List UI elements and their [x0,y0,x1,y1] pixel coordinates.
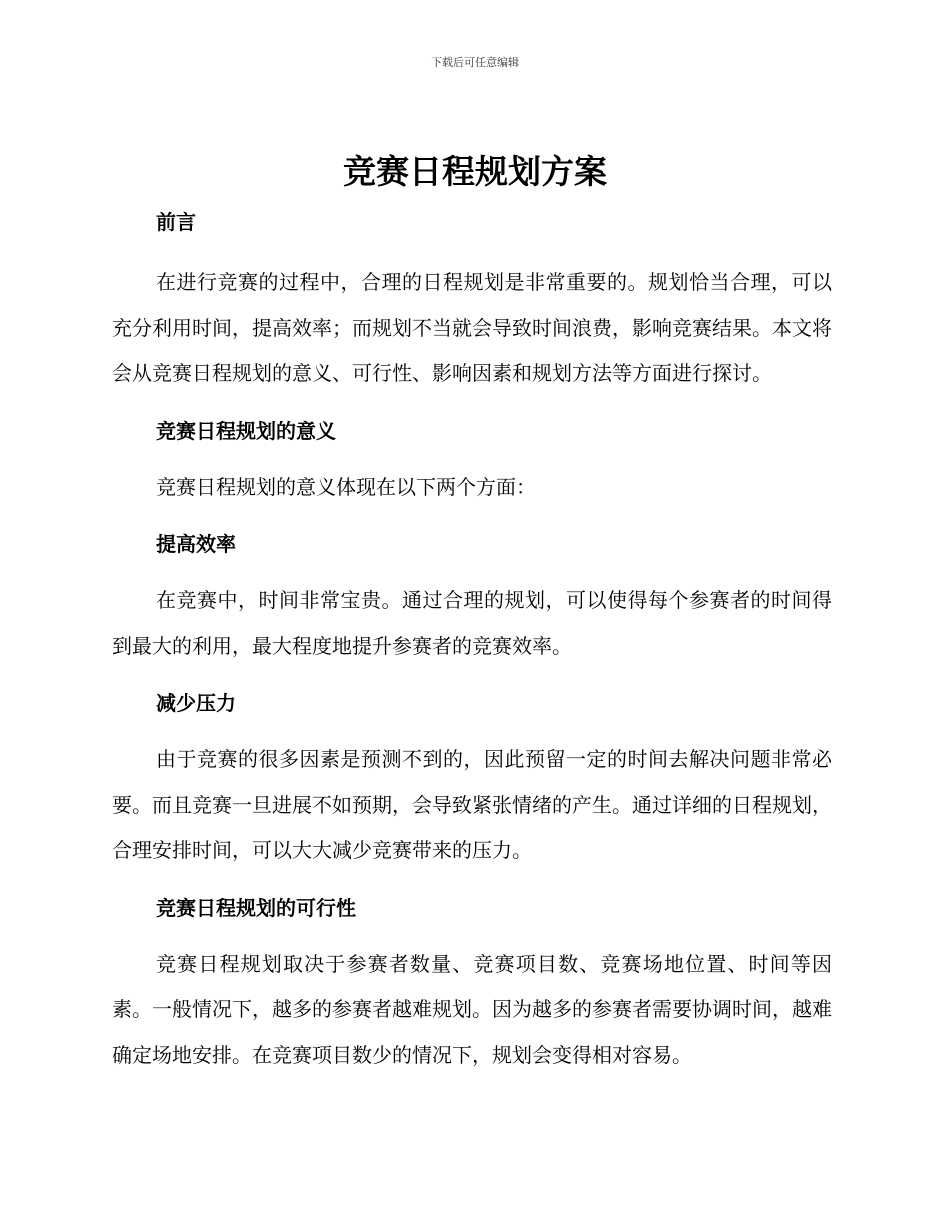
efficiency-paragraph: 在竞赛中，时间非常宝贵。通过合理的规划，可以使得每个参赛者的时间得到最大的利用，最大程度地提升参赛者的竞赛效率。 [112,588,832,658]
feasibility-paragraph: 竞赛日程规划取决于参赛者数量、竞赛项目数、竞赛场地位置、时间等因素。一般情况下，越多的参赛者越难规划。因为越多的参赛者需要协调时间，越难确定场地安排。在竞赛项目数少的情况下，规划会变得相对容易。 [112,951,832,1067]
feasibility-heading: 竞赛日程规划的可行性 [156,895,356,920]
preface-heading: 前言 [156,210,196,234]
header-note: 下载后可任意编辑 [431,56,519,69]
preface-paragraph: 在进行竞赛的过程中，合理的日程规划是非常重要的。规划恰当合理，可以充分利用时间，提高效率；而规划不当就会导致时间浪费，影响竞赛结果。本文将会从竞赛日程规划的意义、可行性、影响因素和规划方法等方面进行探讨。 [112,270,832,385]
meaning-heading: 竞赛日程规划的意义 [156,418,336,443]
document-title: 竞赛日程规划方案 [343,152,607,191]
document-body [112,200,832,1078]
pressure-heading: 减少压力 [156,691,236,715]
efficiency-heading: 提高效率 [156,532,236,556]
pressure-paragraph: 由于竞赛的很多因素是预测不到的，因此预留一定的时间去解决问题非常必要。而且竞赛一旦进展不如预期，会导致紧张情绪的产生。通过详细的日程规划，合理安排时间，可以大大减少竞赛带来的压力。 [112,747,832,862]
meaning-paragraph: 竞赛日程规划的意义体现在以下两个方面： [156,474,536,499]
